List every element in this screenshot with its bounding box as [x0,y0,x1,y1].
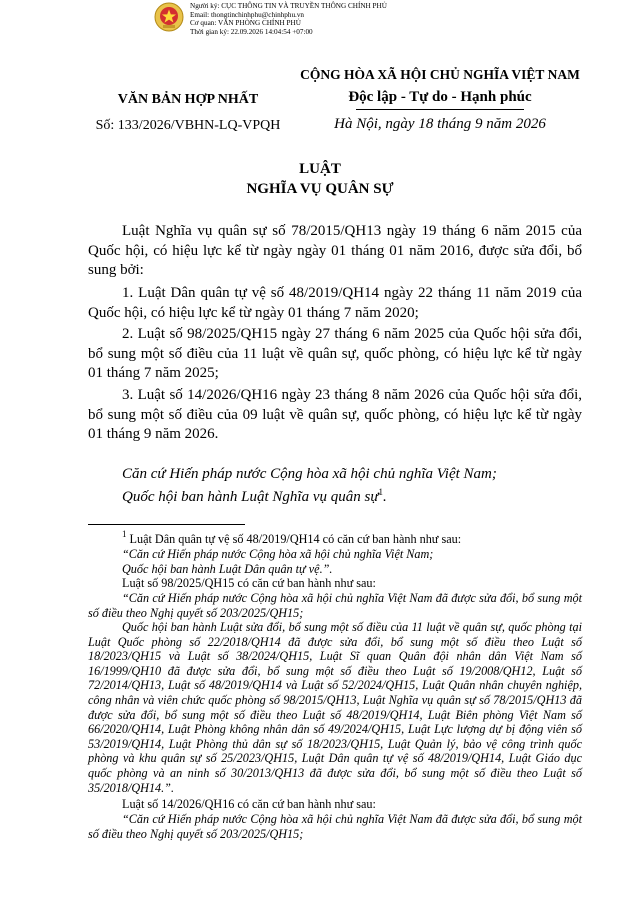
amendment-item-1 [88,284,582,323]
country-name: CỘNG HÒA XÃ HỘI CHỦ NGHĨA VIỆT NAM [300,67,580,82]
footnote-3: Luật số 14/2026/QH16 có căn cứ ban hành như sau: [122,797,376,811]
signature-agency: Cơ quan: VĂN PHÒNG CHÍNH PHỦ [190,19,301,28]
footnote-ref-1[interactable]: 1 [378,487,384,497]
footnote-1-quote-1: “Căn cứ Hiến pháp nước Cộng hòa xã hội chủ nghĩa Việt Nam; [122,547,434,561]
amendment-item-1-text: 1. Luật Dân quân tự vệ số 48/2019/QH14 ngày 22 tháng 11 năm 2019 của Quốc hội, có hiệu lực kể từ ngày 01 tháng 7 năm 2020; [88,285,582,321]
amendment-item-3 [88,386,582,445]
intro-paragraph [88,222,582,281]
legal-basis-enactment-end: . [383,489,387,505]
intro-text: Luật Nghĩa vụ quân sự số 78/2015/QH13 ngày 19 tháng 6 năm 2015 của Quốc hội, có hiệu lực kể từ ngày ngày 01 tháng 01 năm 2016, được sửa đổi, bổ sung bởi: [88,223,582,278]
legal-basis-enactment [122,489,387,506]
footnote-1-quote-2: Quốc hội ban hành Luật Dân quân tự vệ.”. [122,562,333,576]
national-motto: Độc lập - Tự do - Hạnh phúc [348,89,532,105]
legal-basis-enactment-text: Quốc hội ban hành Luật Nghĩa vụ quân sự [122,489,379,505]
footnote-separator [88,524,245,525]
footnote-2: Luật số 98/2025/QH15 có căn cứ ban hành như sau: [122,576,376,590]
footnote-1-text: Luật Dân quân tự vệ số 48/2019/QH14 có căn cứ ban hành như sau: [126,532,462,546]
place-date: Hà Nội, ngày 18 tháng 9 năm 2026 [334,116,546,132]
law-title: LUẬT [299,161,341,177]
document-number: Số: 133/2026/VBHN-LQ-VPQH [95,118,281,133]
footnote-number-1: 1 [122,529,127,539]
amendment-item-3-text: 3. Luật số 14/2026/QH16 ngày 23 tháng 8 năm 2026 của Quốc hội sửa đổi, bổ sung một số điều của 09 luật về quân sự, quốc phòng, có hiệu lực kể từ ngày 01 tháng 9 năm 2026. [88,387,582,442]
law-name: NGHĨA VỤ QUÂN SỰ [246,181,394,197]
signature-signer: Người ký: CỤC THÔNG TIN VÀ TRUYỀN THÔNG CHÍNH PHỦ [190,2,387,10]
signature-email: Email: thongtinchinhphu@chinhphu.vn [190,10,305,19]
footnote-2-quote-2: Quốc hội ban hành Luật sửa đổi, bổ sung một số điều của 11 luật về quân sự, quốc phòng tại Luật Quốc phòng số 22/2018/QH14 đã được sửa đổi, bổ sung một số điều theo Luật số 18/2023/QH15 và Luật số 38/2024/QH15, Luật Sĩ quan Quân đội nhân dân Việt Nam số 16/1999/QH10 đã được sửa đổi, bổ sung một số điều theo Luật số 19/2008/QH12, Luật số 72/2014/QH13, Luật số 48/2019/QH14 và Luật số 52/2024/QH15, Luật Quân nhân chuyên nghiệp, công nhân và viên chức quốc phòng số 98/2015/QH13, Luật Nghĩa vụ quân sự số 78/2015/QH13 đã được sửa đổi, bổ sung một số điều theo Luật số 48/2019/QH14, Luật Biên phòng Việt Nam số 66/2020/QH14, Luật Phòng không nhân dân số 49/2024/QH15, Luật Lực lượng dự bị động viên số 53/2019/QH14, Luật Phòng thủ dân sự số 18/2023/QH15, Luật Quản lý, bảo vệ công trình quốc phòng và khu quân sự số 25/2023/QH15, Luật Dân quân tự vệ số 48/2019/QH14, Luật Giáo dục quốc phòng và an ninh số 30/2013/QH13 đã được sửa đổi, bổ sung một số điều theo Luật số 35/2018/QH14.”. [88,620,582,795]
amendment-item-2-text: 2. Luật số 98/2025/QH15 ngày 27 tháng 6 năm 2025 của Quốc hội sửa đổi, bổ sung một số điều của 11 luật về quân sự, quốc phòng, có hiệu lực kể từ ngày 01 tháng 7 năm 2025; [88,326,582,381]
motto-underline [356,109,524,110]
footnote-1 [88,529,582,547]
amendment-item-2 [88,325,582,384]
vietnam-national-emblem-icon [154,2,184,32]
document-type: VĂN BẢN HỢP NHẤT [117,92,259,107]
legal-basis-constitution: Căn cứ Hiến pháp nước Cộng hòa xã hội chủ nghĩa Việt Nam; [122,466,497,482]
footnote-2-quote-1: “Căn cứ Hiến pháp nước Cộng hòa xã hội chủ nghĩa Việt Nam đã được sửa đổi, bổ sung một số điều theo Nghị quyết số 203/2025/QH15; [88,591,582,620]
signature-time: Thời gian ký: 22.09.2026 14:04:54 +07:00 [190,27,313,36]
footnote-3-quote-1: “Căn cứ Hiến pháp nước Cộng hòa xã hội chủ nghĩa Việt Nam đã được sửa đổi, bổ sung một số điều theo Nghị quyết số 203/2025/QH15; [88,812,582,841]
